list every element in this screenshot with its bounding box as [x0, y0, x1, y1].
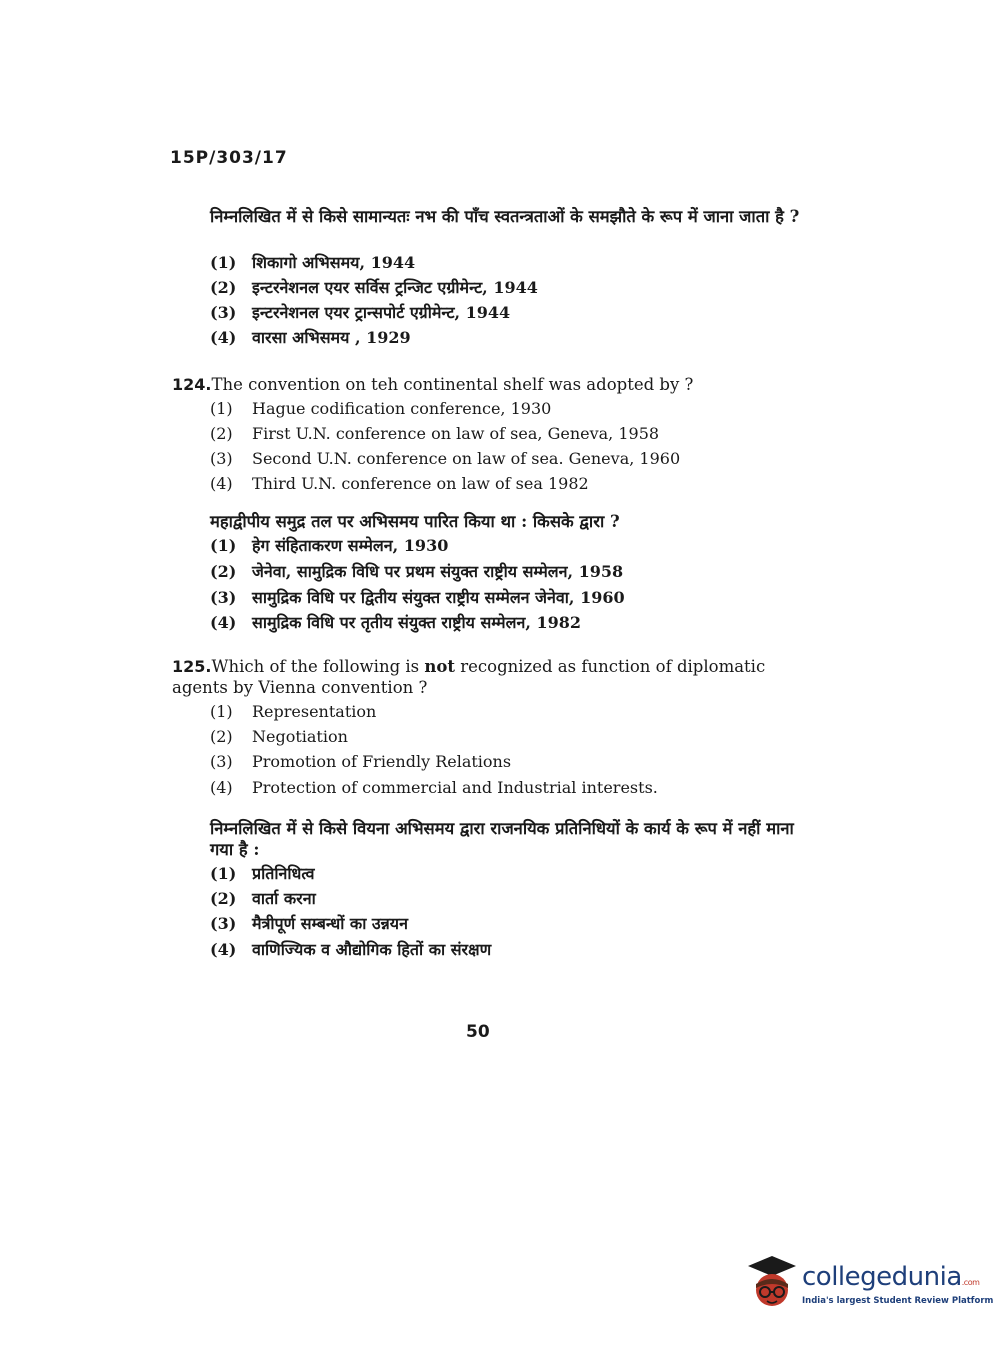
q123-hindi-option-4: (4) वारसा अभिसमय , 1929 [210, 328, 411, 347]
student-mascot-icon [742, 1252, 800, 1316]
q125-hindi-option-4: (4) वाणिज्यिक व औद्योगिक हितों का संरक्षण [210, 940, 492, 959]
q124-hindi-option-1: (1) हेग संहिताकरण सम्मेलन, 1930 [210, 536, 449, 555]
q124-number: 124. [172, 375, 212, 394]
q125-option-3: (3) Promotion of Friendly Relations [210, 752, 512, 771]
q124-hindi-question: महाद्वीपीय समुद्र तल पर अभिसमय पारित किया था : किसके द्वारा ? [210, 512, 620, 531]
q124-hindi-option-2: (2) जेनेवा, सामुद्रिक विधि पर प्रथम संयुक्त राष्ट्रीय सम्मेलन, 1958 [210, 562, 624, 581]
q125-option-2: (2) Negotiation [210, 727, 348, 746]
q124-option-4: (4) Third U.N. conference on law of sea 1982 [210, 474, 589, 493]
q125-option-4: (4) Protection of commercial and Industrial interests. [210, 778, 658, 797]
q125-hindi-question: निम्नलिखित में से किसे वियना अभिसमय द्वारा राजनयिक प्रतिनिधियों के कार्य के रूप में नहीं माना गया है : [210, 819, 794, 859]
q125-option-1: (1) Representation [210, 702, 377, 721]
q125-hindi-option-3: (3) मैत्रीपूर्ण सम्बन्धों का उन्नयन [210, 914, 408, 933]
q124-hindi-option-4: (4) सामुद्रिक विधि पर तृतीय संयुक्त राष्ट्रीय सम्मेलन, 1982 [210, 613, 582, 632]
q124-option-2: (2) First U.N. conference on law of sea, Geneva, 1958 [210, 424, 660, 443]
page-number: 50 [466, 1022, 490, 1042]
brand-tagline: India's largest Student Review Platform [802, 1296, 994, 1306]
q124-question: 124.The convention on teh continental shelf was adopted by ? [172, 375, 694, 394]
q123-hindi-question: निम्नलिखित में से किसे सामान्यतः नभ की पाँच स्वतन्त्रताओं के समझौते के रूप में जाना जाता है ? [210, 207, 800, 226]
q124-option-3: (3) Second U.N. conference on law of sea. Geneva, 1960 [210, 449, 681, 468]
q125-hindi-option-1: (1) प्रतिनिधित्व [210, 864, 315, 883]
q124-option-1: (1) Hague codification conference, 1930 [210, 399, 552, 418]
collegedunia-watermark [742, 1248, 994, 1320]
q123-hindi-option-2: (2) इन्टरनेशनल एयर सर्विस ट्रन्जिट एग्रीमेन्ट, 1944 [210, 278, 538, 297]
brand-name: collegedunia.com [802, 1262, 980, 1292]
paper-code: 15P/303/17 [170, 148, 288, 168]
q125-hindi-option-2: (2) वार्ता करना [210, 889, 316, 908]
q125-number: 125. [172, 657, 212, 676]
q123-hindi-option-3: (3) इन्टरनेशनल एयर ट्रान्सपोर्ट एग्रीमेन्ट, 1944 [210, 303, 511, 322]
q124-hindi-option-3: (3) सामुद्रिक विधि पर द्वितीय संयुक्त राष्ट्रीय सम्मेलन जेनेवा, 1960 [210, 588, 625, 607]
q123-hindi-option-1: (1) शिकागो अभिसमय, 1944 [210, 253, 416, 272]
q125-question: 125.Which of the following is not recognized as function of diplomatic agents by Vienna convention ? [172, 657, 766, 697]
